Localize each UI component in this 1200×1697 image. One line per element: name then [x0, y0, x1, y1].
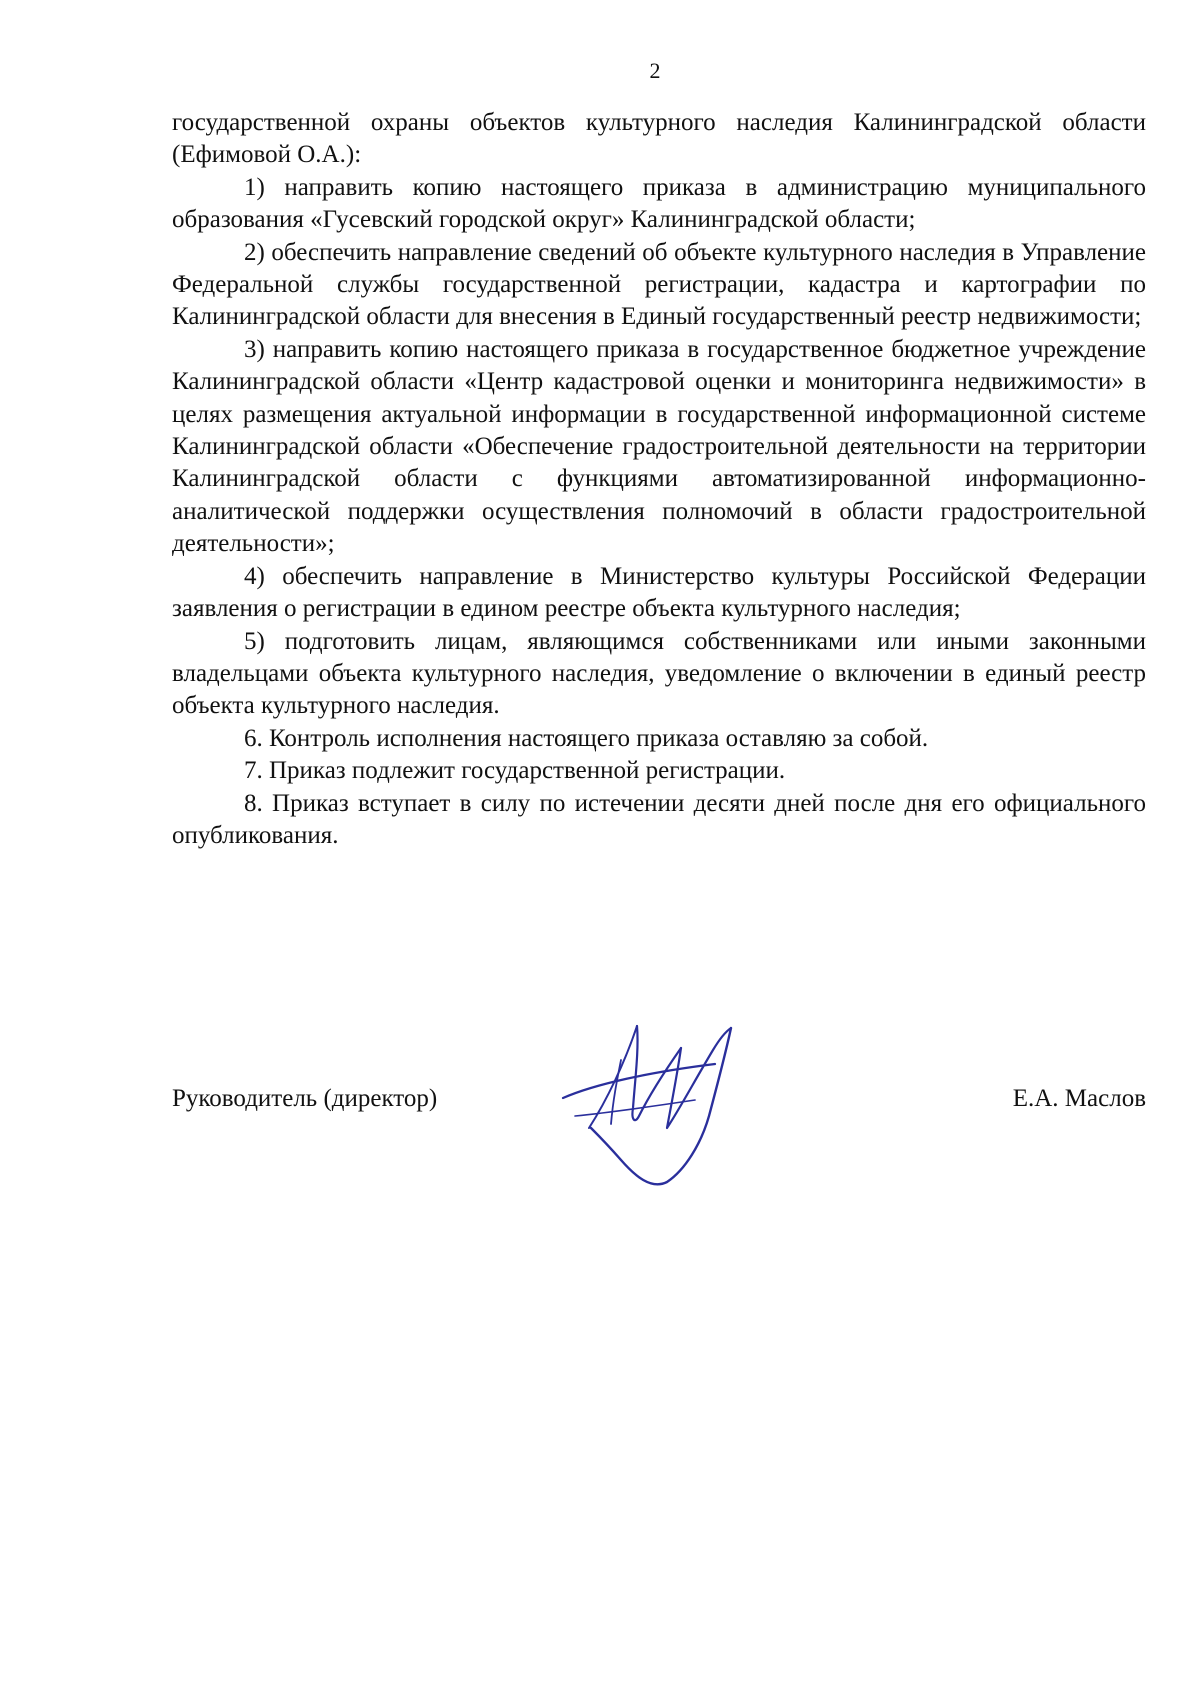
signatory-name: Е.А. Маслов [1012, 1085, 1146, 1112]
paragraph-item-3: 3) направить копию настоящего приказа в государственное бюджетное учреждение Калининградской области «Центр кадастровой оценки и мониторинга недвижимости» в целях размещения актуальной информации в государственной информационной системе Калининградской области «Обеспечение градостроительной деятельности на территории Калининградской области с функциями автоматизированной информационно-аналитической поддержки осуществления полномочий в области градостроительной деятельности»; [172, 335, 1146, 558]
paragraph-item-2: 2) обеспечить направление сведений об объекте культурного наследия в Управление Федеральной службы государственной регистрации, кадастра и картографии по Калининградской области для внесения в Единый государственный реестр недвижимости; [172, 238, 1146, 331]
paragraph-continuation: государственной охраны объектов культурного наследия Калининградской области (Ефимовой О.А.): [172, 109, 1146, 169]
paragraph-point-7: 7. Приказ подлежит государственной регистрации. [244, 757, 786, 785]
paragraph-point-8: 8. Приказ вступает в силу по истечении десяти дней после дня его официального опубликования. [172, 789, 1146, 849]
handwritten-signature [555, 1020, 785, 1190]
paragraph-point-6: 6. Контроль исполнения настоящего приказа оставляю за собой. [244, 724, 929, 752]
paragraph-item-4: 4) обеспечить направление в Министерство культуры Российской Федерации заявления о регистрации в едином реестре объекта культурного наследия; [172, 562, 1146, 623]
signatory-position: Руководитель (директор) [172, 1085, 438, 1112]
document-body [172, 107, 1146, 852]
page-number: 2 [649, 58, 661, 83]
paragraph-item-1: 1) направить копию настоящего приказа в администрацию муниципального образования «Гусевский городской округ» Калининградской области; [172, 173, 1146, 234]
paragraph-item-5: 5) подготовить лицам, являющимся собственниками или иными законными владельцами объекта культурного наследия, уведомление о включении в единый реестр объекта культурного наследия. [172, 627, 1146, 720]
